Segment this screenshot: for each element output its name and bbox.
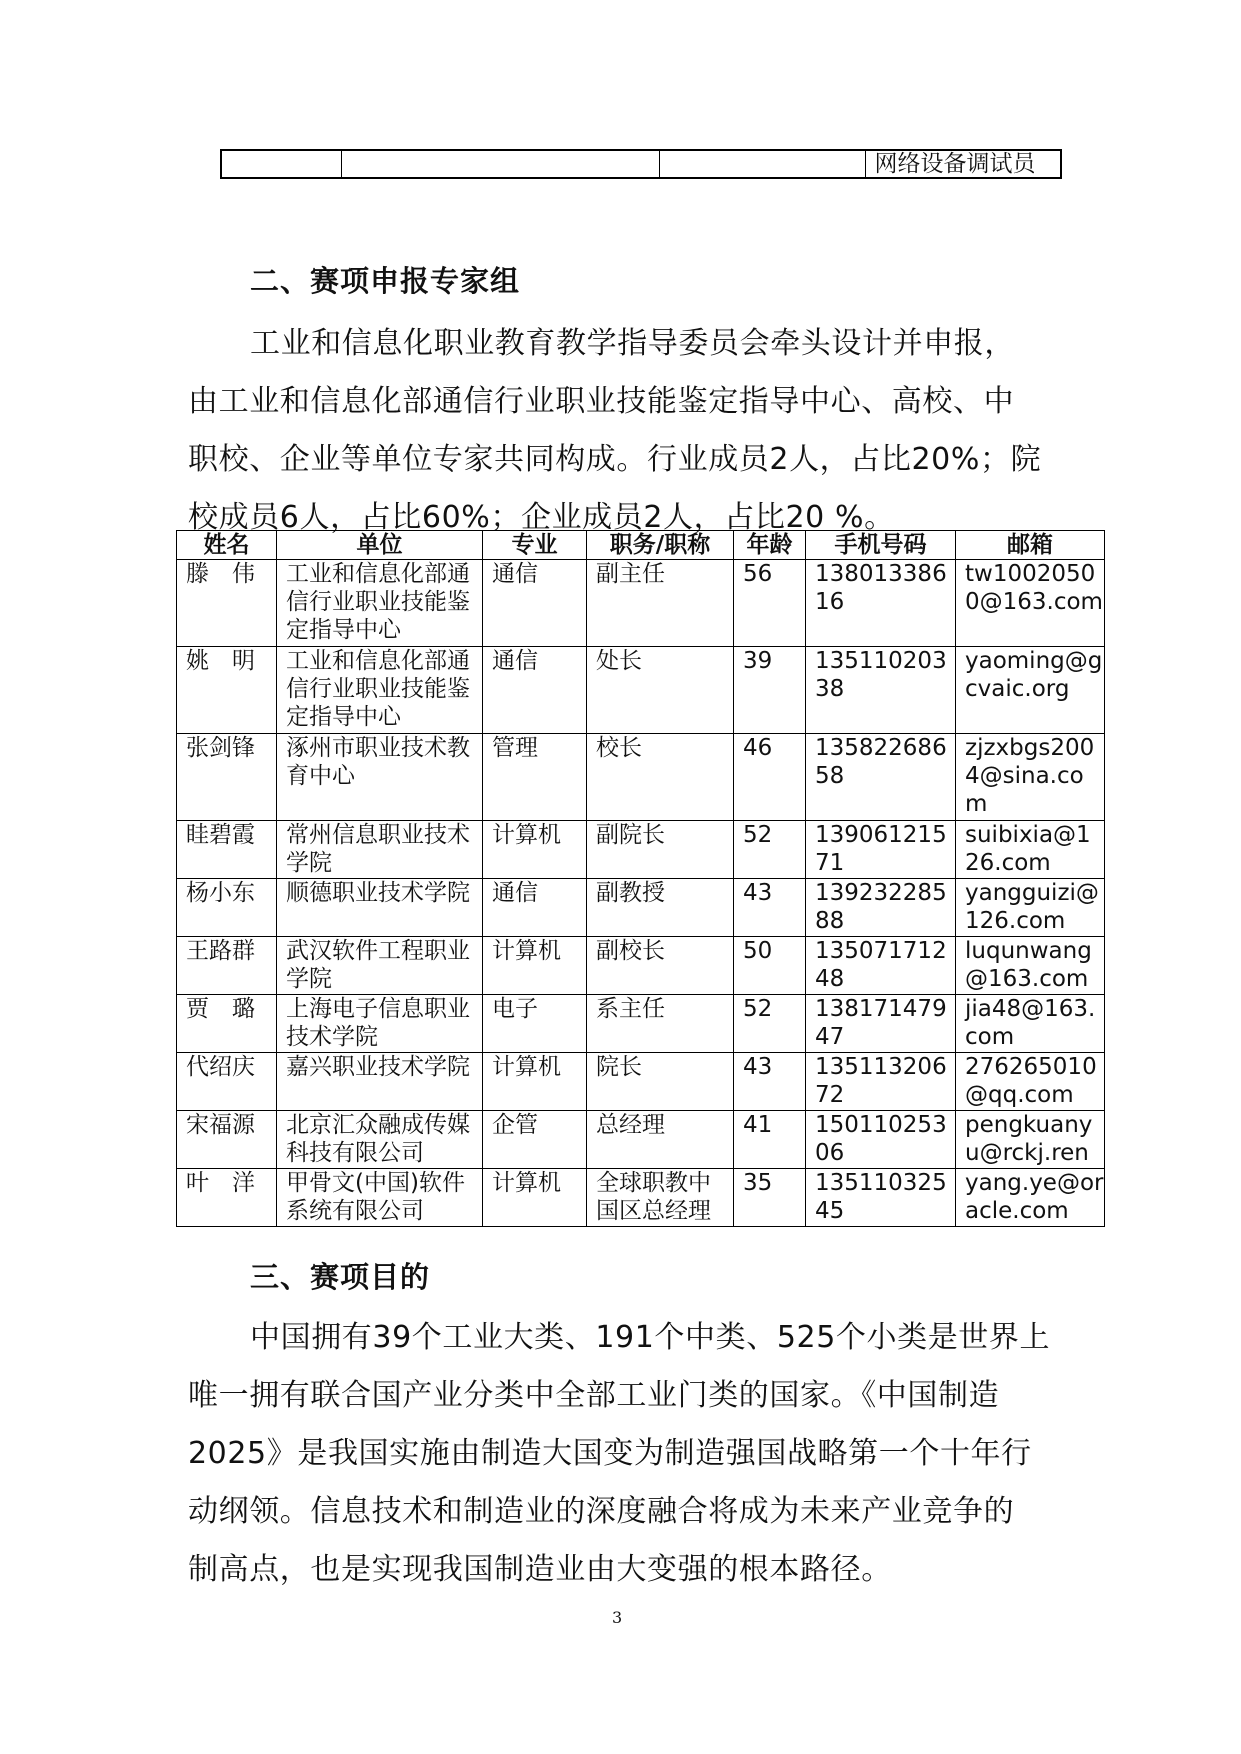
cell-title: 全球职教中国区总经理 — [587, 1169, 734, 1227]
cell-title: 系主任 — [587, 995, 734, 1053]
column-header-name: 姓名 — [177, 531, 277, 560]
table-row — [177, 734, 1105, 821]
cell-name: 眭碧霞 — [177, 821, 277, 879]
cell-name: 叶 洋 — [177, 1169, 277, 1227]
table-cell-job-title: 网络设备调试员 — [874, 151, 1036, 177]
paragraph-line: 校成员6人，占比60%；企业成员2人，占比20 %。 — [188, 500, 895, 535]
cell-major: 计算机 — [483, 821, 587, 879]
cell-title: 副校长 — [587, 937, 734, 995]
cell-name: 王路群 — [177, 937, 277, 995]
cell-major: 计算机 — [483, 937, 587, 995]
column-header-age: 年龄 — [734, 531, 806, 560]
cell-phone: 13817147947 — [806, 995, 956, 1053]
table-row — [177, 995, 1105, 1053]
cell-name: 代绍庆 — [177, 1053, 277, 1111]
column-header-unit: 单位 — [277, 531, 483, 560]
paragraph-line: 中国拥有39个工业大类、191个中类、525个小类是世界上 — [250, 1320, 1051, 1355]
cell-major: 通信 — [483, 647, 587, 734]
cell-age: 39 — [734, 647, 806, 734]
cell-email: suibixia@126.com — [956, 821, 1105, 879]
cell-email: tw10020500@163.com — [956, 560, 1105, 647]
cell-email: 276265010@qq.com — [956, 1053, 1105, 1111]
cell-age: 35 — [734, 1169, 806, 1227]
cell-email: yang.ye@oracle.com — [956, 1169, 1105, 1227]
section-heading-purpose: 三、赛项目的 — [250, 1260, 431, 1294]
paragraph-line: 职校、企业等单位专家共同构成。行业成员2人，占比20%；院 — [188, 442, 1042, 477]
cell-unit: 涿州市职业技术教育中心 — [277, 734, 483, 821]
cell-major: 通信 — [483, 560, 587, 647]
cell-unit: 武汉软件工程职业学院 — [277, 937, 483, 995]
cell-phone: 13906121571 — [806, 821, 956, 879]
cell-age: 46 — [734, 734, 806, 821]
paragraph-line: 2025》是我国实施由制造大国变为制造强国战略第一个十年行 — [188, 1436, 1032, 1471]
cell-unit: 工业和信息化部通信行业职业技能鉴定指导中心 — [277, 647, 483, 734]
cell-unit: 顺德职业技术学院 — [277, 879, 483, 937]
cell-title: 院长 — [587, 1053, 734, 1111]
cell-email: luqunwang@163.com — [956, 937, 1105, 995]
cell-phone: 13923228588 — [806, 879, 956, 937]
cell-title: 总经理 — [587, 1111, 734, 1169]
cell-age: 50 — [734, 937, 806, 995]
table-row — [177, 821, 1105, 879]
table-row — [177, 1169, 1105, 1227]
cell-age: 56 — [734, 560, 806, 647]
cell-email: zjzxbgs2004@sina.com — [956, 734, 1105, 821]
cell-phone: 13511032545 — [806, 1169, 956, 1227]
cell-major: 通信 — [483, 879, 587, 937]
cell-age: 52 — [734, 995, 806, 1053]
expert-table — [176, 530, 1105, 1227]
cell-title: 副教授 — [587, 879, 734, 937]
cell-major: 管理 — [483, 734, 587, 821]
cell-email: jia48@163.com — [956, 995, 1105, 1053]
cell-unit: 常州信息职业技术学院 — [277, 821, 483, 879]
table-row — [177, 1053, 1105, 1111]
table-row — [177, 937, 1105, 995]
table-row — [177, 1111, 1105, 1169]
column-header-major: 专业 — [483, 531, 587, 560]
table-cell — [660, 151, 867, 177]
cell-name: 滕 伟 — [177, 560, 277, 647]
column-header-phone: 手机号码 — [806, 531, 956, 560]
cell-phone: 13801338616 — [806, 560, 956, 647]
cell-major: 计算机 — [483, 1053, 587, 1111]
cell-major: 企管 — [483, 1111, 587, 1169]
paragraph-line: 动纲领。信息技术和制造业的深度融合将成为未来产业竞争的 — [188, 1494, 1015, 1529]
cell-unit: 北京汇众融成传媒科技有限公司 — [277, 1111, 483, 1169]
table-row — [177, 879, 1105, 937]
cell-age: 43 — [734, 1053, 806, 1111]
cell-phone: 15011025306 — [806, 1111, 956, 1169]
cell-unit: 工业和信息化部通信行业职业技能鉴定指导中心 — [277, 560, 483, 647]
cell-phone: 13507171248 — [806, 937, 956, 995]
section-heading-expert-group: 二、赛项申报专家组 — [250, 264, 521, 298]
cell-unit: 嘉兴职业技术学院 — [277, 1053, 483, 1111]
page-number: 3 — [612, 1608, 623, 1627]
paragraph-line: 工业和信息化职业教育教学指导委员会牵头设计并申报， — [250, 326, 1015, 361]
cell-name: 姚 明 — [177, 647, 277, 734]
table-row — [177, 560, 1105, 647]
cell-unit: 甲骨文(中国)软件系统有限公司 — [277, 1169, 483, 1227]
cell-title: 副院长 — [587, 821, 734, 879]
cell-phone: 13511320672 — [806, 1053, 956, 1111]
previous-table-fragment — [220, 149, 1062, 179]
table-cell — [342, 151, 660, 177]
cell-major: 计算机 — [483, 1169, 587, 1227]
column-header-email: 邮箱 — [956, 531, 1105, 560]
cell-age: 52 — [734, 821, 806, 879]
cell-name: 张剑锋 — [177, 734, 277, 821]
cell-email: yangguizi@126.com — [956, 879, 1105, 937]
paragraph-line: 制高点，也是实现我国制造业由大变强的根本路径。 — [188, 1552, 892, 1587]
paragraph-line: 唯一拥有联合国产业分类中全部工业门类的国家。《中国制造 — [188, 1378, 1000, 1413]
table-row — [177, 647, 1105, 734]
table-cell — [222, 151, 342, 177]
cell-unit: 上海电子信息职业技术学院 — [277, 995, 483, 1053]
cell-name: 宋福源 — [177, 1111, 277, 1169]
cell-name: 贾 璐 — [177, 995, 277, 1053]
cell-phone: 13511020338 — [806, 647, 956, 734]
table-header-row — [177, 531, 1105, 560]
cell-major: 电子 — [483, 995, 587, 1053]
cell-title: 副主任 — [587, 560, 734, 647]
cell-name: 杨小东 — [177, 879, 277, 937]
paragraph-line: 由工业和信息化部通信行业职业技能鉴定指导中心、高校、中 — [188, 384, 1015, 419]
cell-age: 43 — [734, 879, 806, 937]
cell-email: pengkuanyu@rckj.ren — [956, 1111, 1105, 1169]
cell-title: 校长 — [587, 734, 734, 821]
cell-title: 处长 — [587, 647, 734, 734]
column-header-title: 职务/职称 — [587, 531, 734, 560]
cell-phone: 13582268658 — [806, 734, 956, 821]
cell-age: 41 — [734, 1111, 806, 1169]
cell-email: yaoming@gcvaic.org — [956, 647, 1105, 734]
